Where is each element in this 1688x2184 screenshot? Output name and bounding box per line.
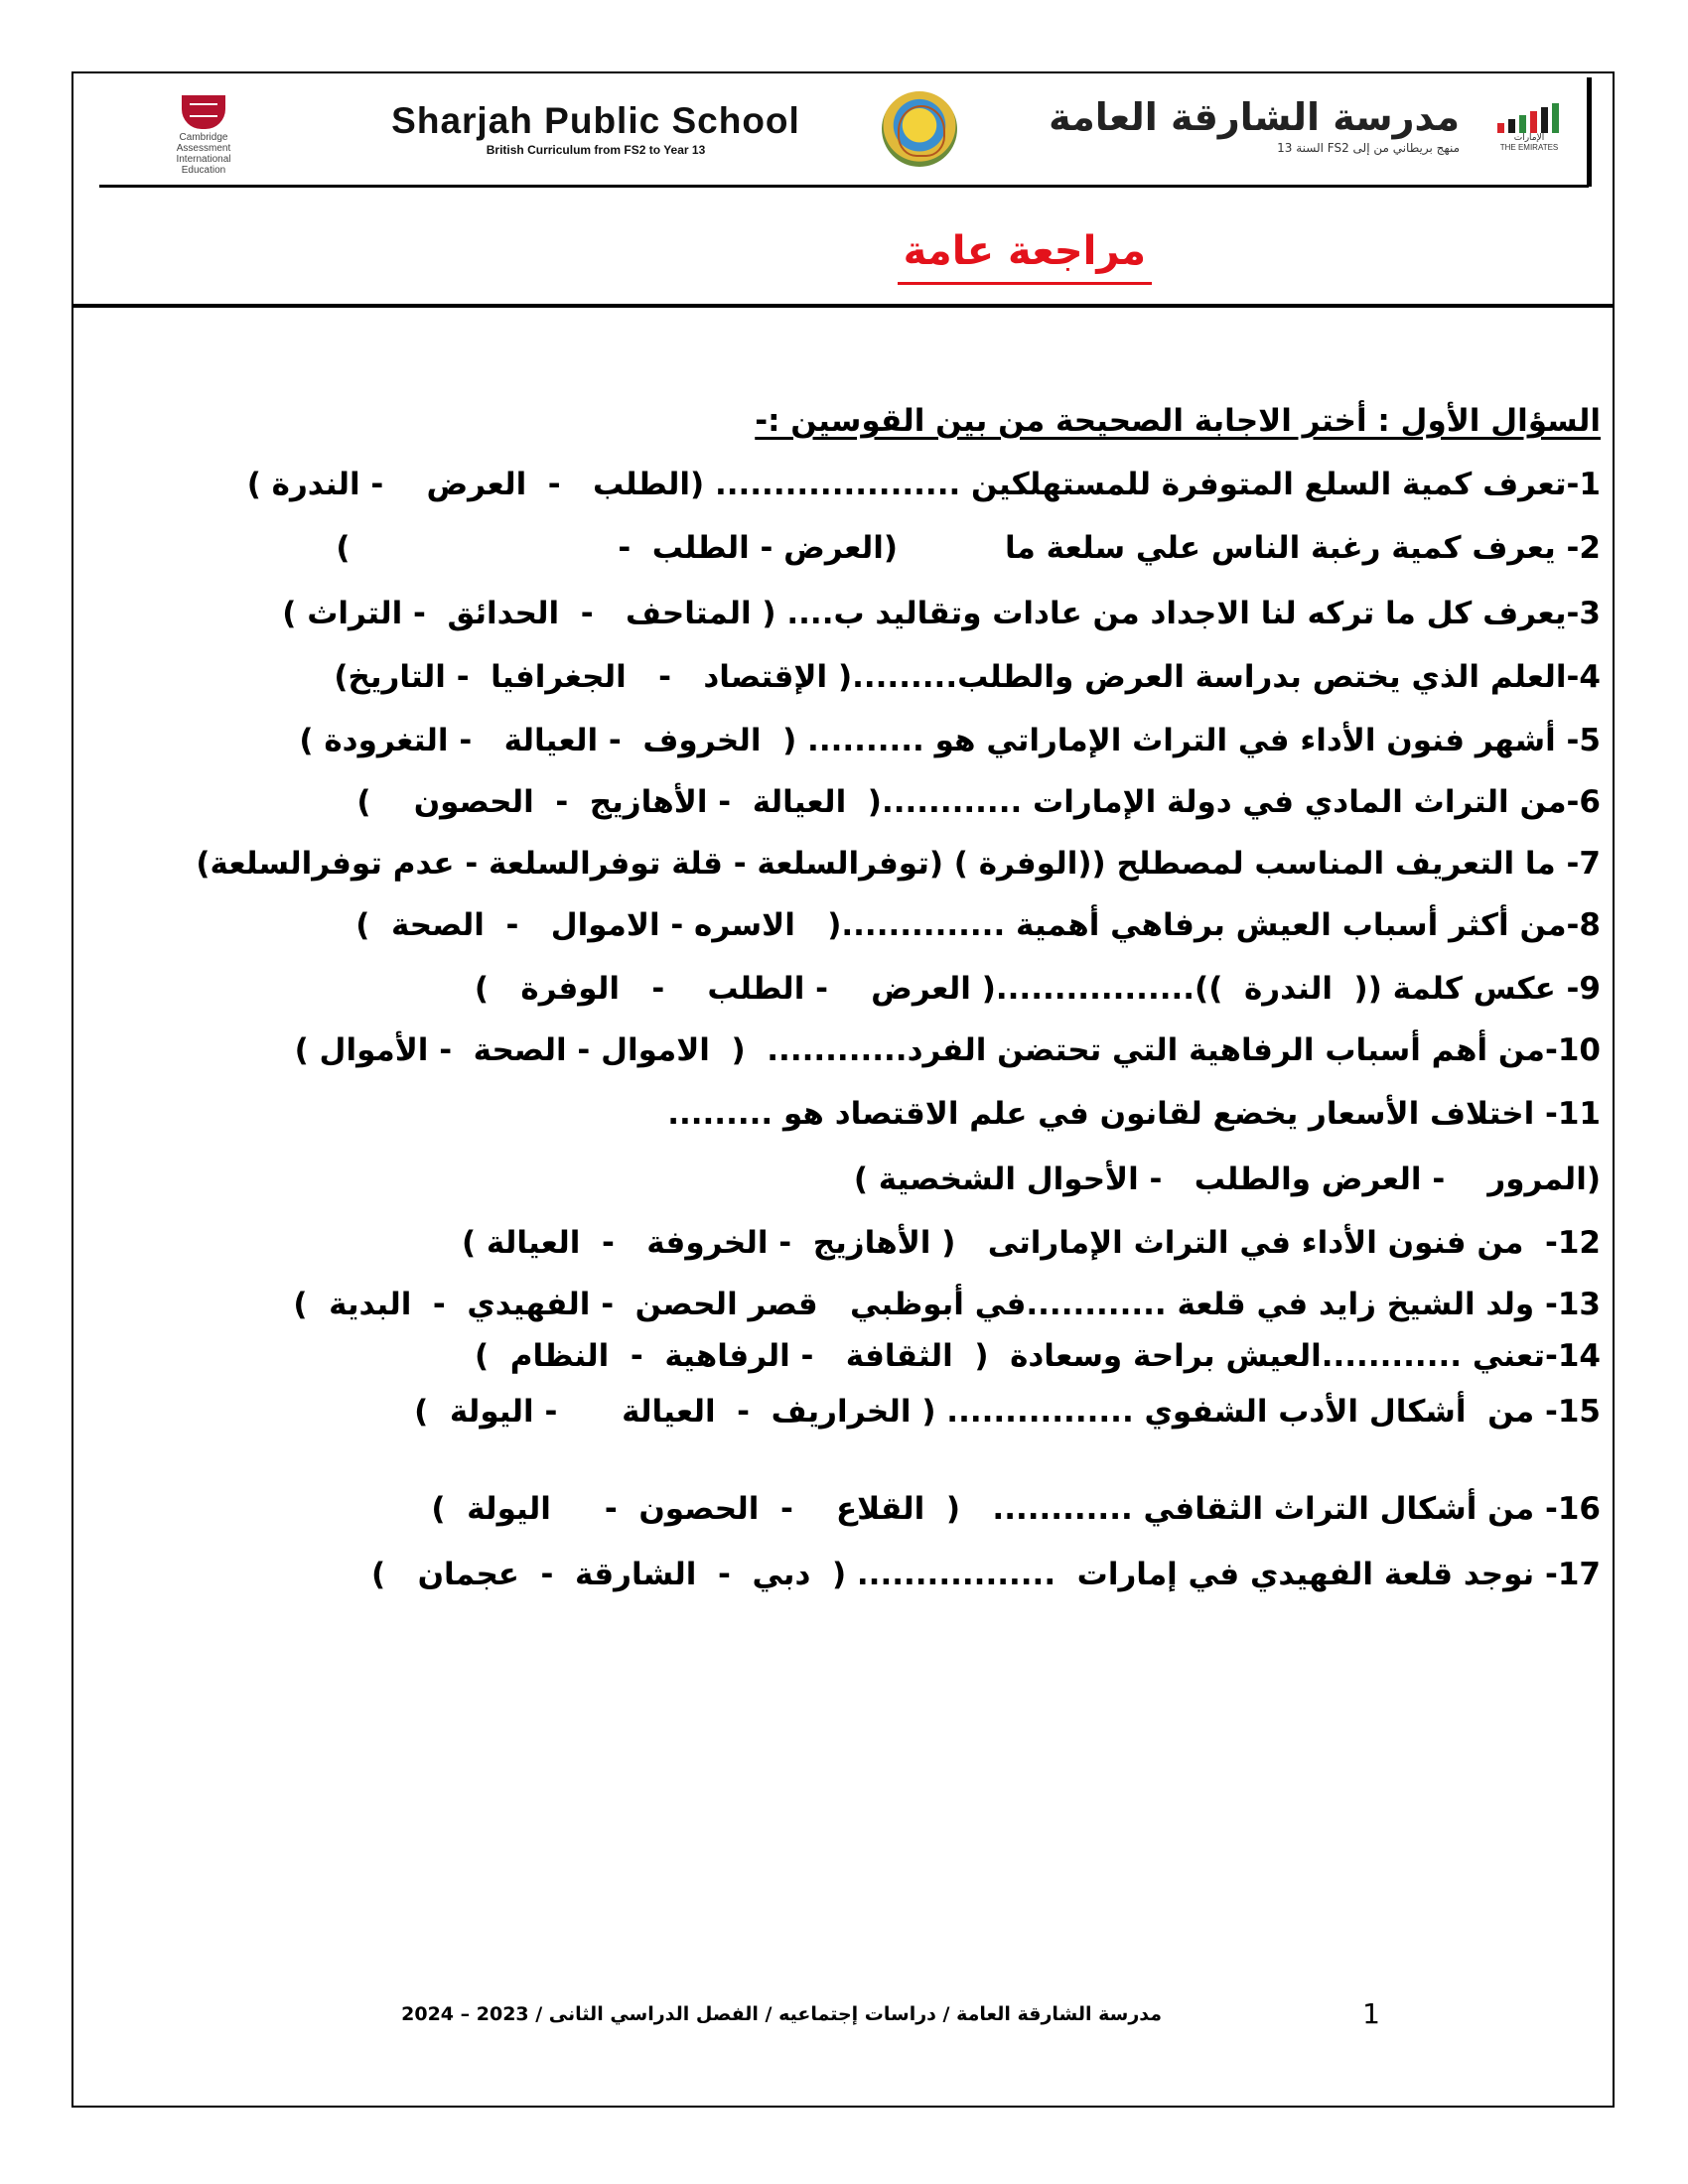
emirates-bar <box>1541 107 1548 133</box>
question-line: 15- من أشكال الأدب الشفوي ................ ( الخراريف - العيالة - اليولة ) <box>414 1394 1601 1430</box>
question-line: 1-تعرف كمية السلع المتوفرة للمستهلكين ..................... (الطلب - العرض - الندرة ) <box>246 467 1601 502</box>
emirates-bar <box>1519 115 1526 133</box>
emirates-bars-icon <box>1479 99 1579 133</box>
page-number: 1 <box>1362 1997 1380 2030</box>
question-line: 5- أشهر فنون الأداء في التراث الإماراتي هو .......... ( الخروف - العيالة - التغرودة ) <box>299 723 1601 758</box>
question-line: 16- من أشكال التراث الثقافي ............ ( القلاع - الحصون - اليولة ) <box>431 1491 1601 1527</box>
title-divider <box>71 304 1615 308</box>
question-heading: السؤال الأول : أختر الاجابة الصحيحة من بين القوسين :- <box>755 403 1601 439</box>
question-line: 3-يعرف كل ما تركه لنا الاجداد من عادات وتقاليد ب.... ( المتاحف - الحدائق - التراث ) <box>282 596 1601 631</box>
question-line: 14-تعني ............العيش براحة وسعادة ( الثقافة - الرفاهية - النظام ) <box>475 1338 1601 1374</box>
header-divider <box>99 185 1589 188</box>
page-border <box>71 71 1615 2108</box>
question-line: 6-من التراث المادي في دولة الإمارات ............( العيالة - الأهازيج - الحصون ) <box>356 784 1601 820</box>
page-footer <box>298 1997 1390 2037</box>
emirates-bar <box>1530 111 1537 133</box>
footer-text: مدرسة الشارقة العامة / دراسات إجتماعيه / الفصل الدراسي الثانى / 2023 – 2024 <box>401 2003 1162 2025</box>
question-line: 2- يعرف كمية رغبة الناس علي سلعة ما (العرض - الطلب - ) <box>336 530 1601 566</box>
cambridge-logo-text: Cambridge Assessment International Education <box>176 132 231 176</box>
question-line: 4-العلم الذي يختص بدراسة العرض والطلب.........( الإقتصاد - الجغرافيا - التاريخ) <box>334 659 1601 695</box>
question-line: 10-من أهم أسباب الرفاهية التي تحتضن الفرد............ ( الاموال - الصحة - الأموال ) <box>294 1032 1601 1068</box>
page-title: مراجعة عامة <box>898 224 1152 285</box>
school-header <box>99 81 1589 189</box>
question-line: 11- اختلاف الأسعار يخضع لقانون في علم الاقتصاد هو ......... <box>667 1096 1601 1132</box>
school-seal-icon <box>882 91 957 167</box>
question-line: 13- ولد الشيخ زايد في قلعة ............في أبوظبي قصر الحصن - الفهيدي - البدية ) <box>293 1287 1601 1322</box>
school-name-english: Sharjah Public School British Curriculum from FS2 to Year 13 <box>391 100 800 157</box>
emirates-bar <box>1552 103 1559 133</box>
question-line: 8-من أكثر أسباب العيش برفاهي أهمية ..............( الاسره - الاموال - الصحة ) <box>355 907 1601 943</box>
school-name-arabic: مدرسة الشارقة العامة منهج بريطاني من إلى FS2 السنة 13 <box>1049 95 1460 155</box>
emirates-logo: الإمارات THE EMIRATES <box>1479 99 1579 152</box>
cambridge-shield-icon <box>182 95 225 129</box>
question-line: (المرور - العرض والطلب - الأحوال الشخصية ) <box>853 1161 1601 1197</box>
cambridge-logo <box>129 95 278 176</box>
question-line: 9- عكس كلمة (( الندرة )).................( العرض - الطلب - الوفرة ) <box>474 971 1601 1007</box>
question-line: 7- ما التعريف المناسب لمصطلح ((الوفرة ) (توفرالسلعة - قلة توفرالسلعة - عدم توفرالسلعة) <box>196 846 1601 882</box>
question-line: 17- نوجد قلعة الفهيدي في إمارات ................. ( دبي - الشارقة - عجمان ) <box>371 1557 1601 1592</box>
header-side-bar <box>1587 77 1592 187</box>
emirates-bar <box>1497 123 1504 133</box>
question-line: 12- من فنون الأداء في التراث الإماراتى ( الأهازيج - الخروفة - العيالة ) <box>461 1225 1601 1261</box>
emirates-bar <box>1508 119 1515 133</box>
